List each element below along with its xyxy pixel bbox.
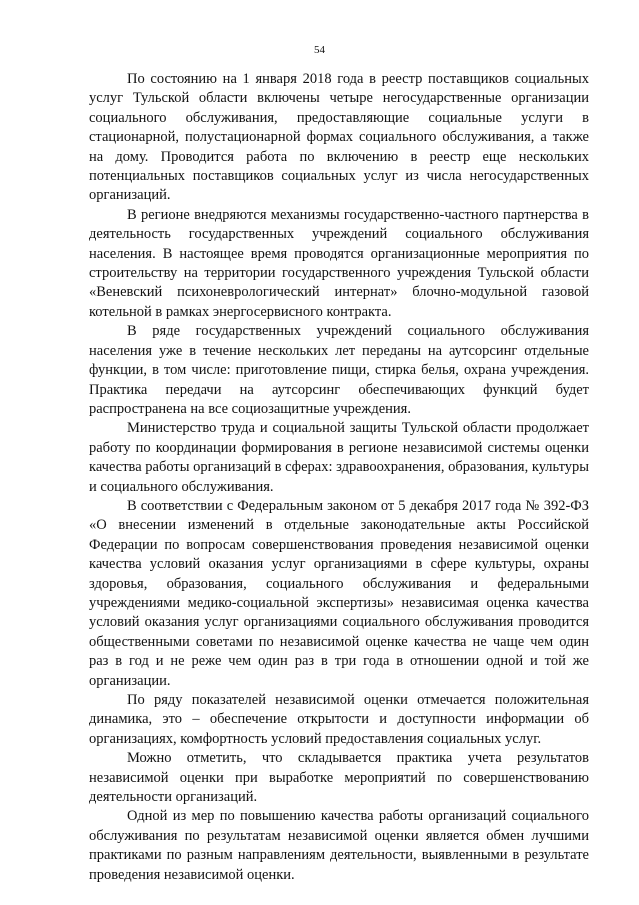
page-number: 54 <box>314 44 325 56</box>
paragraph-outsourcing: В ряде государственных учреждений социального обслуживания населения уже в течение нескольких лет переданы на аутсорсинг отдельные функции, в том числе: приготовление пищи, стирка белья, охрана учреждения. Практика передачи на аутсорсинг обеспечивающих функций будет распространена на все социозащитные учреждения. <box>89 323 589 417</box>
paragraph-positive-dynamics: По ряду показателей независимой оценки отмечается положительная динамика, это – обеспечение открытости и доступности информации об организациях, комфортность условий предоставления социальных услуг. <box>89 692 589 747</box>
paragraph-ministry: Министерство труда и социальной защиты Тульской области продолжает работу по координации формирования в регионе независимой системы оценки качества работы организаций в сферах: здравоохранения, образования, культуры и социального обслуживания. <box>89 420 589 495</box>
paragraph-practice: Можно отметить, что складывается практика учета результатов независимой оценки при выработке мероприятий по совершенствованию деятельности организаций. <box>89 750 589 806</box>
paragraph-public-private-partnership: В регионе внедряются механизмы государственно-частного партнерства в деятельность государственных учреждений социального обслуживания населения. В настоящее время проводятся организационные мероприятия по строительству на территории государственного учреждения Тульской области «Веневский психоневрологический интернат» блочно-модульной газовой котельной в рамках энергосервисного контракта. <box>89 206 589 320</box>
paragraph-federal-law: В соответствии с Федеральным законом от 5 декабря 2017 года № 392-ФЗ «О внесении изменений в отдельные законодательные акты Российской Федерации по вопросам совершенствования проведения независимой оценки качества условий оказания услуг организациями в сфере культуры, охраны здоровья, образования, социального обслуживания и федеральными учреждениями медико-социальной экспертизы» независимая оценка качества условий оказания услуг организациями социального обслуживания проводится общественными советами по независимой оценке качества не чаще чем один раз в год и не реже чем один раз в три года в отношении одной и той же организации. <box>89 497 589 689</box>
body-text <box>89 70 589 885</box>
paragraph-best-practices: Одной из мер по повышению качества работы организаций социального обслуживания по результатам независимой оценки является обмен лучшими практиками по разным направлениям деятельности, выявленными в результате проведения независимой оценки. <box>89 808 589 883</box>
paragraph-registry: По состоянию на 1 января 2018 года в реестр поставщиков социальных услуг Тульской области включены четыре негосударственные организации социального обслуживания, предоставляющие социальные услуги в стационарной, полустационарной формах социального обслуживания, а также на дому. Проводится работа по включению в реестр еще нескольких потенциальных поставщиков социальных услуг из числа негосударственных организаций. <box>89 71 589 204</box>
